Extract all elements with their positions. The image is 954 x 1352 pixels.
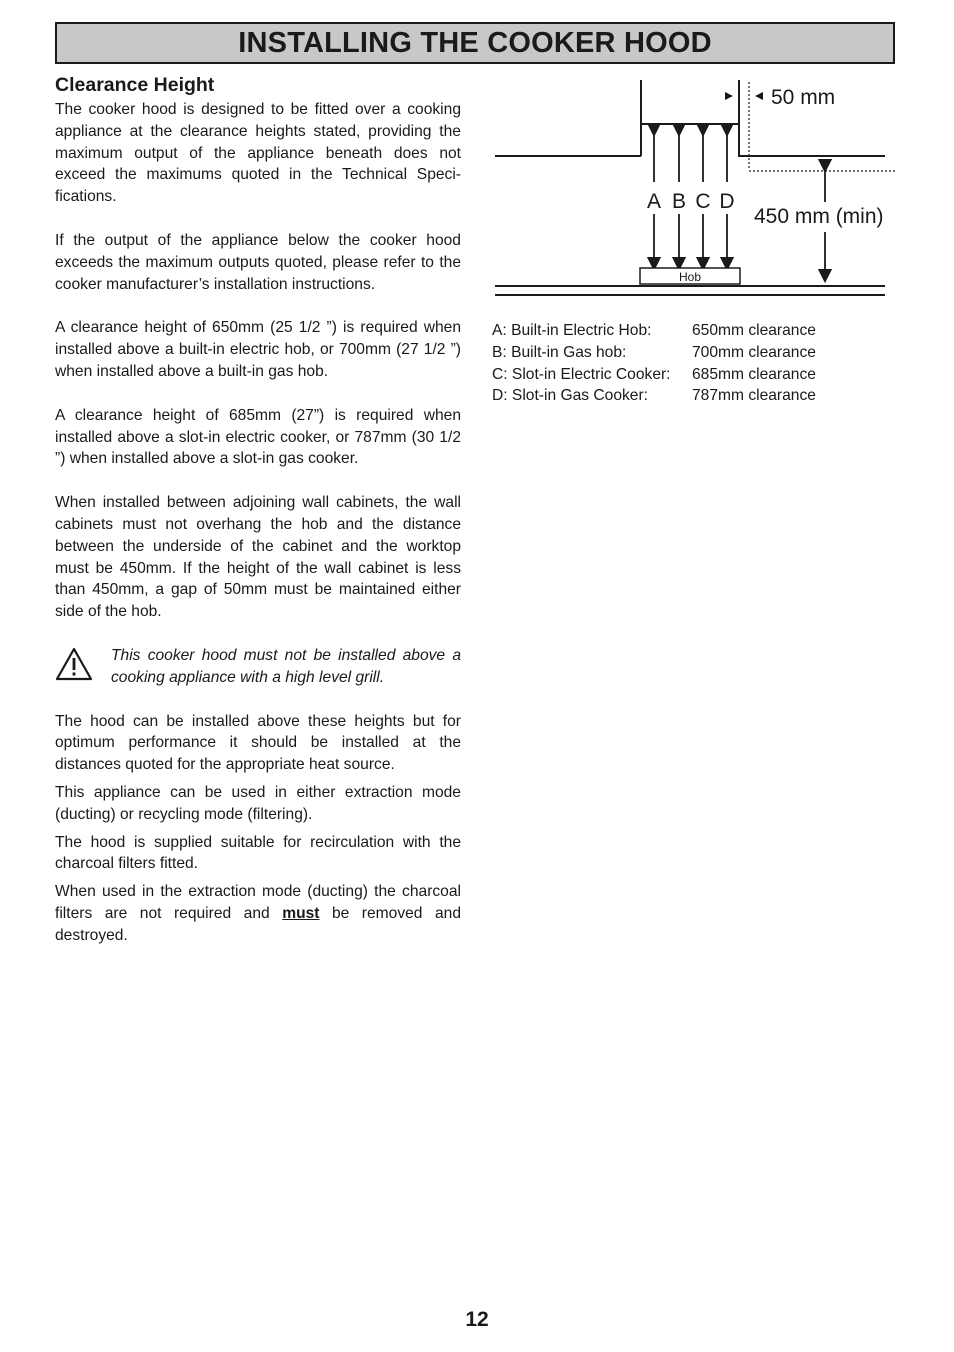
legend-value: 650mm clearance [692, 322, 816, 339]
paragraph-extraction [55, 881, 461, 946]
extraction-text-end: be removed and destroyed. [55, 904, 461, 944]
legend-key: A: Built-in Electric Hob: [492, 322, 652, 339]
paragraph-modes: This appliance can be used in either extraction mode (ducting) or recycling mode (filtering). [55, 783, 461, 823]
legend-key: D: Slot-in Gas Cooker: [492, 387, 648, 405]
paragraph-filters: The hood is supplied suitable for recirculation with the charcoal filters fitted. [55, 833, 461, 873]
page-number: 12 [465, 1308, 489, 1331]
min-height-label: 450 mm (min) [754, 205, 884, 228]
gap-arrow-left [755, 92, 763, 100]
hood-outline [641, 80, 739, 124]
paragraph-output: If the output of the appliance below the cooker hood exceeds the maximum outputs quoted, please refer to the cooker manufacturer’s installation instructions. [55, 231, 461, 293]
legend-key: B: Built-in Gas hob: [492, 343, 627, 361]
right-cabinet-line [739, 124, 885, 156]
title-bar [55, 22, 895, 64]
legend-value: 685mm clearance [692, 365, 816, 383]
letter-c: C [695, 190, 711, 213]
warning-text: This cooker hood must not be installed above a cooking appliance with a high level grill. [111, 646, 461, 686]
hob-label: Hob [678, 270, 702, 284]
gap-arrow-right [725, 92, 733, 100]
legend-value: 700mm clearance [692, 343, 816, 361]
warning-triangle-icon [55, 645, 111, 688]
paragraph-intro: The cooker hood is designed to be fitted over a cooking appliance at the clearance heights stated, providing the maximum output of the appliance beneath does not exceed the maximums quoted in the Technical Speci- fications. [55, 101, 461, 206]
legend-row [492, 320, 816, 342]
page-title: INSTALLING THE COOKER HOOD [238, 26, 712, 59]
letter-b: B [671, 190, 687, 213]
clearance-legend [492, 320, 816, 407]
section-heading: Clearance Height [55, 74, 215, 96]
legend-row [492, 342, 816, 364]
letter-a: A [646, 190, 662, 213]
legend-value: 787mm clearance [692, 387, 816, 405]
paragraph-built-in: A clearance height of 650mm (25 1/2 ”) is required when installed above a built-in electric hob, or 700mm (27 1/2 ”) when installed above a built-in gas hob. [55, 319, 461, 380]
legend-key: C: Slot-in Electric Cooker: [492, 365, 671, 383]
warning-note [55, 645, 461, 689]
paragraph-slot-in: A clearance height of 685mm (27”) is required when installed above a slot-in electric cooker, or 787mm (30 1/2 ”) when installed above a slot-in gas cooker. [55, 406, 461, 468]
must-emphasis: must [282, 904, 320, 922]
letter-d: D [719, 190, 735, 213]
clearance-diagram [492, 78, 902, 300]
extraction-text-start: When used in the extraction mode (ducting) the charcoal filters are not required and [55, 883, 461, 922]
legend-row [492, 364, 816, 386]
gap-label: 50 mm [771, 86, 836, 109]
paragraph-heights: The hood can be installed above these heights but for optimum performance it should be installed at the distances quoted for the appropriate heat source. [55, 712, 461, 774]
paragraph-wall-cabinets: When installed between adjoining wall cabinets, the wall cabinets must not overhang the hob and the distance between the underside of the cabinet and the worktop must be 450mm. If the height of the wall cabinet is less than 450mm, a gap of 50mm must be maintained either side of the hob. [55, 494, 461, 621]
legend-row [492, 385, 816, 407]
left-column [55, 73, 461, 947]
